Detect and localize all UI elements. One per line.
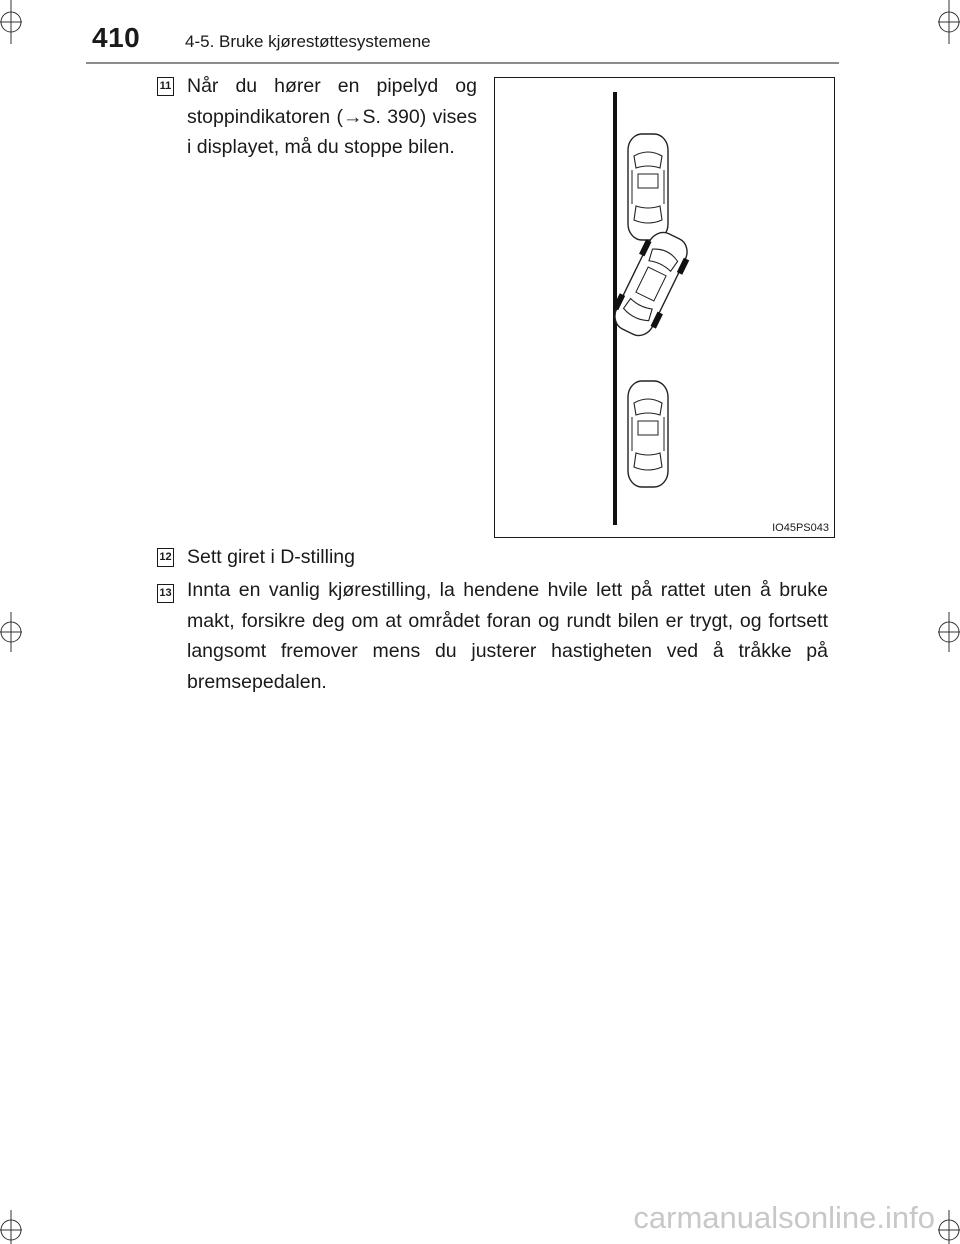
header-divider bbox=[86, 62, 839, 64]
maneuvering-car bbox=[606, 226, 696, 342]
page-reference-arrow: → bbox=[342, 105, 363, 128]
step-13-text: Innta en vanlig kjørestilling, la hendene hvile lett på rattet uten å bruke makt, forsikre deg om at området foran og rundt bilen er trygt, og fortsett langsomt fremover mens du justerer hastigheten ved å tråkke på bremsepedalen. bbox=[187, 579, 828, 693]
step-12-text: Sett giret i D-stilling bbox=[187, 546, 355, 568]
parking-diagram bbox=[495, 78, 836, 539]
step-number-badge: 12 bbox=[157, 548, 174, 567]
page-number: 410 bbox=[92, 22, 141, 53]
step-11-text-part-2: S. 390) vises i displayet, må du stoppe bilen. bbox=[187, 105, 477, 158]
parked-car-rear bbox=[628, 381, 668, 487]
parked-car-front bbox=[628, 134, 668, 240]
figure-code: IO45PS043 bbox=[772, 522, 829, 534]
step-number-badge: 13 bbox=[157, 584, 174, 603]
parking-illustration bbox=[494, 77, 835, 538]
step-11-text-part-1: Når du hører en pipelyd og stoppindikatoren ( bbox=[187, 75, 477, 128]
step-11-text bbox=[187, 71, 477, 163]
watermark: carmanualsonline.info bbox=[633, 1200, 935, 1235]
section-title: 4-5. Bruke kjørestøttesystemene bbox=[185, 32, 431, 51]
step-number-badge: 11 bbox=[157, 77, 174, 96]
